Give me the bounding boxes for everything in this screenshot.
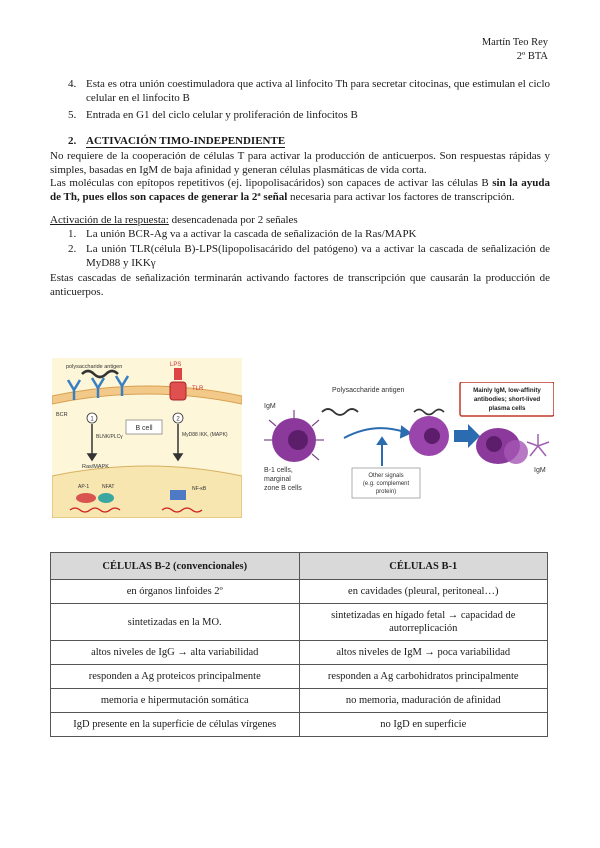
author-name: Martín Teo Rey (481, 37, 548, 48)
table-cell: altos niveles de IgG → alta variabilidad (51, 641, 300, 665)
section-title: ACTIVACIÓN TIMO-INDEPENDIENTE (86, 134, 286, 147)
list-number: 2. (68, 243, 77, 255)
bcr-label: BCR (56, 412, 68, 418)
list-text: Entrada en G1 del ciclo celular y proliferación de linfocitos B (86, 109, 358, 121)
list-number: 1. (68, 227, 77, 240)
paragraph-text: Las moléculas con epítopos repetitivos (ej. lipopolisacáridos) son capaces de activar las células B (50, 177, 493, 189)
b1-response-figure (254, 382, 554, 500)
cells-label-line3: zone B cells (264, 485, 302, 492)
lps-label: LPS (170, 362, 182, 368)
igm-label-right: IgM (534, 467, 546, 474)
result-line3: plasma cells (488, 405, 526, 412)
list-item (68, 228, 550, 242)
page-header (482, 36, 548, 64)
table-row (51, 689, 548, 713)
paragraph-intro: No requiere de la cooperación de células T para activar la producción de anticuerpos. Son respuestas rápidas y simples, basadas en IgM de baja afinidad y generan células plasmáticas de vida corta. (50, 150, 550, 176)
table-cell: responden a Ag proteicos principalmente (51, 665, 300, 689)
document-body (50, 78, 550, 299)
antigen-label-line1: Polysaccharide antigen (332, 387, 405, 394)
table-cell: sintetizadas en la MO. (51, 604, 300, 641)
nfat-icon (98, 493, 114, 503)
result-line2: antibodies; short-lived (473, 396, 541, 403)
table-cell: memoria e hipermutación somática (51, 689, 300, 713)
step-two-label: 2 (176, 416, 180, 423)
tlr-label: TLR (192, 386, 204, 392)
table-row (51, 665, 548, 689)
column-header-b2: CÉLULAS B-2 (convencionales) (51, 553, 300, 580)
bcell-signaling-figure (52, 358, 242, 518)
ras-mapk-label: Ras/MAPK (82, 464, 109, 470)
table-cell: IgD presente en la superficie de células vírgenes (51, 713, 300, 737)
nfkb-label: NF-κB (192, 486, 207, 492)
ap1-icon (76, 493, 96, 503)
table-row (51, 713, 548, 737)
nfkb-icon (170, 490, 186, 500)
table-cell: altos niveles de IgM → poca variabilidad (299, 641, 548, 665)
ap1-label: AP-1 (78, 484, 90, 490)
section-heading (68, 135, 550, 149)
table-cell: sintetizadas en hígado fetal → capacidad de autorreplicación (299, 604, 548, 641)
paragraph-epitopes (50, 177, 550, 204)
igm-pentamer-icon (527, 434, 549, 456)
step-one-label: 1 (90, 416, 94, 423)
list-text: La unión TLR(célula B)-LPS(lipopolisacárido del patógeno) va a activar la cascada de señalización de MyD88 y IKKγ (86, 243, 550, 269)
list-item (68, 78, 550, 105)
list-text: La unión BCR-Ag va a activar la cascada de señalización de la Ras/MAPK (86, 227, 417, 240)
table-cell: no memoria, maduración de afinidad (299, 689, 548, 713)
paragraph-conclusion: Estas cascadas de señalización terminarán activando factores de transcripción que causarán la producción de anticuerpos. (50, 272, 550, 298)
tlr-receptor-icon (170, 382, 186, 400)
pathway-one-label: BLNK/PLCγ (96, 434, 123, 440)
underlined-label: Activación de la respuesta: (50, 214, 169, 226)
table-cell: en órganos linfoides 2º (51, 580, 300, 604)
list-number: 4. (68, 78, 77, 90)
table-header-row (51, 553, 548, 580)
table-cell: no IgD en superficie (299, 713, 548, 737)
paragraph-text: necesaria para activar los factores de transcripción. (287, 190, 515, 203)
signals-line1: Other signals (368, 473, 404, 479)
antigen-label: polysaccharide antigen (66, 364, 123, 370)
bold-text: sin la ayuda de Th, pues ellos son capaces de generar la 2ª señal (50, 177, 550, 203)
table-row (51, 580, 548, 604)
table-cell: responden a Ag carbohidratos principalmente (299, 665, 548, 689)
cells-label-line1: B-1 cells, (264, 467, 293, 474)
table-cell: en cavidades (pleural, peritoneal…) (299, 580, 548, 604)
comparison-table (50, 552, 548, 737)
pathway-two-label: MyD88 IKK, (MAPK) (182, 432, 228, 438)
polysaccharide-icon (322, 409, 358, 415)
cells-label-line2: marginal (264, 476, 291, 483)
signals-line3: protein) (375, 489, 397, 495)
bcell-label: B cell (135, 425, 153, 432)
list-item (68, 243, 550, 270)
column-header-b1: CÉLULAS B-1 (299, 553, 548, 580)
activation-text: desencadenada por 2 señales (168, 214, 298, 226)
nfat-label: NFAT (102, 484, 115, 490)
section-number: 2. (68, 134, 77, 147)
igm-label: IgM (264, 403, 276, 410)
signals-line2: (e.g. complement (362, 481, 410, 487)
table-row (51, 641, 548, 665)
list-item (68, 109, 550, 123)
list-number: 5. (68, 109, 77, 121)
list-text: Esta es otra unión coestimuladora que activa al linfocito Th para secretar citocinas, que estimulan el ciclo celular en el linfocito B (86, 78, 550, 104)
course-label: 2º BTA (516, 51, 548, 62)
lps-icon (174, 368, 182, 380)
activation-heading (50, 214, 550, 228)
table-row (51, 604, 548, 641)
result-line1: Mainly IgM, low-affinity (473, 387, 541, 394)
